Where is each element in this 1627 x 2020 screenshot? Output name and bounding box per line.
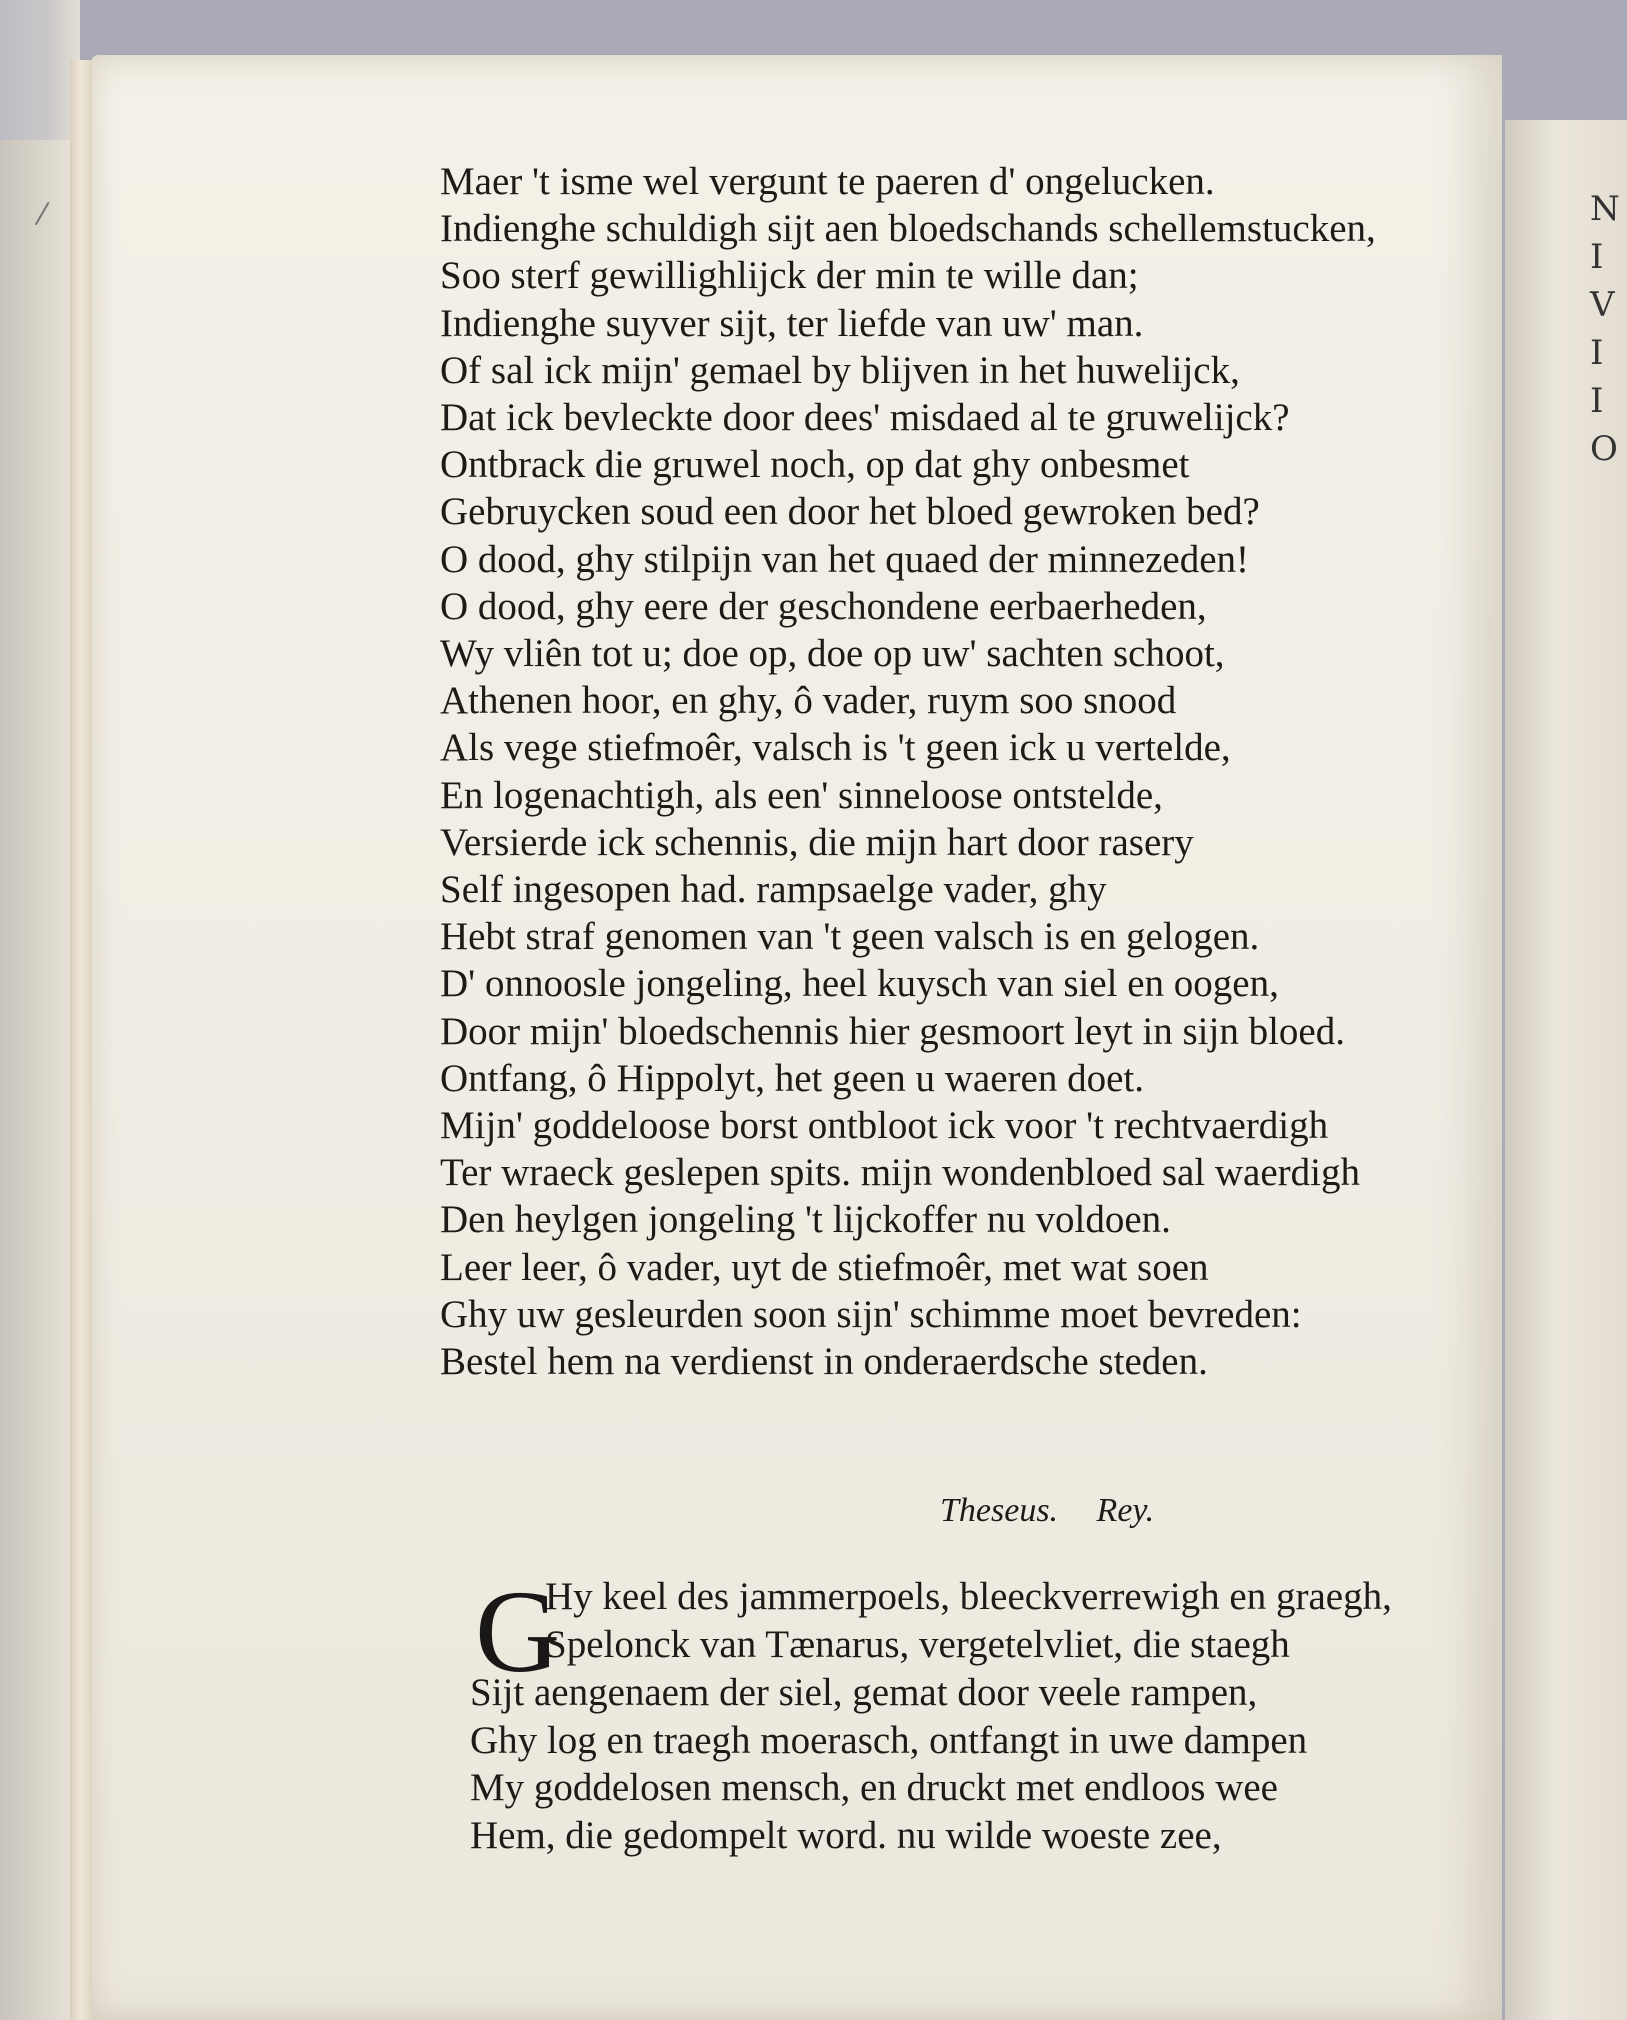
verse-line: Leer leer, ô vader, uyt de stiefmoêr, met wat soen [440,1245,1209,1289]
verse-line: D' onnoosle jongeling, heel kuysch van siel en oogen, [440,962,1279,1006]
verse-line: Maer 't isme wel vergunt te paeren d' ongelucken. [440,160,1215,203]
verse-line: Self ingesopen had. rampsaelge vader, ghy [440,868,1107,912]
verse-line: Den heylgen jongeling 't lijckoffer nu voldoen. [440,1198,1171,1242]
next-page-letter: N [1590,189,1620,229]
verse-line: Hebt straf genomen van 't geen valsch is en gelogen. [440,915,1260,959]
verse-line: Mijn' goddeloose borst ontbloot ick voor 't rechtvaerdigh [440,1104,1329,1148]
verse-line: Indienghe suyver sijt, ter liefde van uw' man. [440,301,1144,345]
verse-line: Ghy uw gesleurden soon sijn' schimme moet bevreden: [440,1292,1302,1336]
verse-line: Wy vliên tot u; doe op, doe op uw' sachten schoot, [440,632,1225,676]
verse-line: Dat ick bevleckte door dees' misdaed al te gruwelijck? [440,396,1290,440]
verse-line: Athenen hoor, en ghy, ô vader, ruym soo snood [440,679,1177,723]
verse-line: Bestel hem na verdienst in onderaerdsche steden. [440,1340,1208,1384]
verse-line: Versierde ick schennis, die mijn hart door rasery [440,820,1194,864]
next-page-letter: O [1590,429,1618,469]
verse-line: Soo sterf gewillighlijck der min te wille dan; [440,254,1139,298]
next-page-letter: I [1590,237,1604,277]
verse-line: Door mijn' bloedschennis hier gesmoort leyt in sijn bloed. [440,1009,1345,1053]
verse-line: En logenachtigh, als een' sinneloose ontstelde, [440,773,1163,817]
verse-line: Hem, die gedompelt word. nu wilde woeste zee, [470,1813,1222,1857]
verse-line: Sijt aengenaem der siel, gemat door veele rampen, [470,1671,1258,1714]
verse-line: My goddelosen mensch, en druckt met endloos wee [470,1766,1278,1809]
verse-line: Indienghe schuldigh sijt aen bloedschands schellemstucken, [440,207,1376,251]
verse-line: Spelonck van Tænarus, vergetelvliet, die staegh [545,1622,1290,1666]
verse-line: Als vege stiefmoêr, valsch is 't geen ick u vertelde, [440,726,1231,770]
verse-line: O dood, ghy stilpijn van het quaed der minnezeden! [440,537,1250,581]
verse-line: Hy keel des jammerpoels, bleeckverrewigh en graegh, [545,1575,1392,1618]
next-page-letter: I [1590,333,1604,373]
drop-cap: G [475,1566,561,1697]
verse-block [440,158,1520,1385]
speaker-heading: Theseus. Rey. [940,1492,1155,1529]
next-page-letters [1590,185,1627,473]
verse-line: Ter wraeck geslepen spits. mijn wondenbloed sal waerdigh [440,1151,1361,1195]
verse-line: Ontbrack die gruwel noch, op dat ghy onbesmet [440,443,1190,487]
previous-page-edge [0,140,80,2020]
next-page-letter: I [1590,381,1604,421]
verse-line: O dood, ghy eere der geschondene eerbaerheden, [440,584,1207,628]
next-page-letter: V [1590,285,1615,325]
verse-line: Of sal ick mijn' gemael by blijven in het huwelijck, [440,348,1240,392]
verse-line: Ontfang, ô Hippolyt, het geen u waeren doet. [440,1056,1144,1100]
verse-line: Ghy log en traegh moerasch, ontfangt in uwe dampen [470,1718,1308,1762]
chorus-opening [545,1573,1392,1668]
verse-line: Gebruycken soud een door het bloed gewroken bed? [440,490,1260,534]
chorus-continuation [470,1669,1307,1859]
